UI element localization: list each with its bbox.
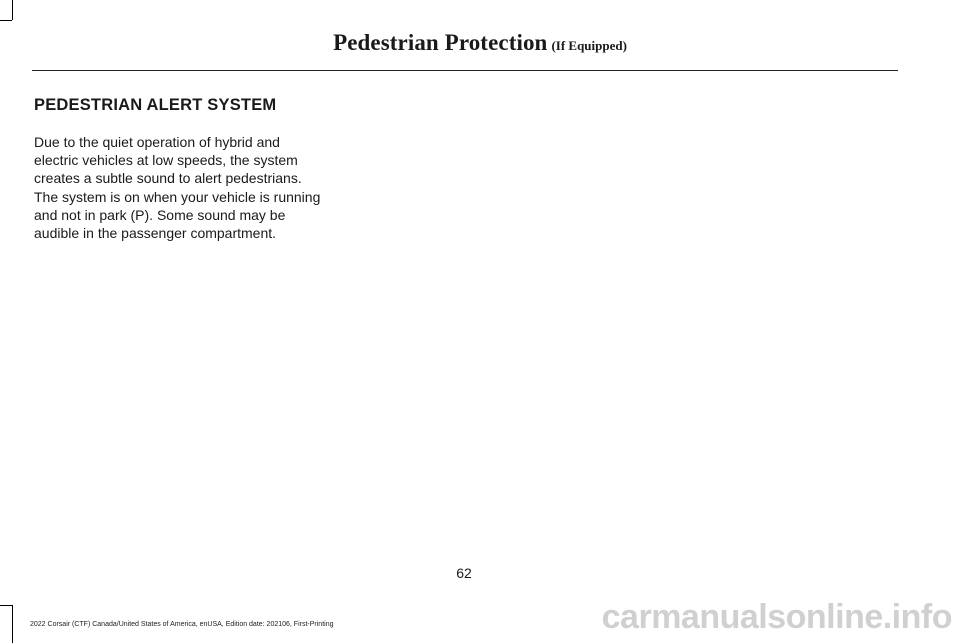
header-subtitle: (If Equipped) (551, 38, 627, 53)
footer-edition-text: 2022 Corsair (CTF) Canada/United States of America, enUSA, Edition date: 202106, First-Printing (30, 621, 334, 628)
crop-mark-top-left-horizontal (0, 20, 12, 21)
page-header (0, 30, 960, 56)
body-paragraph-2: The system is on when your vehicle is running and not in park (P). Some sound may be audible in the passenger compartment. (34, 189, 321, 241)
section-heading: PEDESTRIAN ALERT SYSTEM (34, 96, 277, 114)
watermark-text: carmanualsonline.info (601, 598, 952, 636)
body-paragraph-1: Due to the quiet operation of hybrid and electric vehicles at low speeds, the system creates a subtle sound to alert pedestrians. (34, 134, 302, 186)
crop-mark-bottom-left-vertical (12, 605, 13, 643)
crop-mark-bottom-left-horizontal (0, 605, 12, 606)
page-number: 62 (456, 565, 472, 581)
header-title: Pedestrian Protection (333, 30, 548, 55)
crop-mark-top-left-vertical (12, 0, 13, 20)
header-divider (32, 70, 898, 71)
